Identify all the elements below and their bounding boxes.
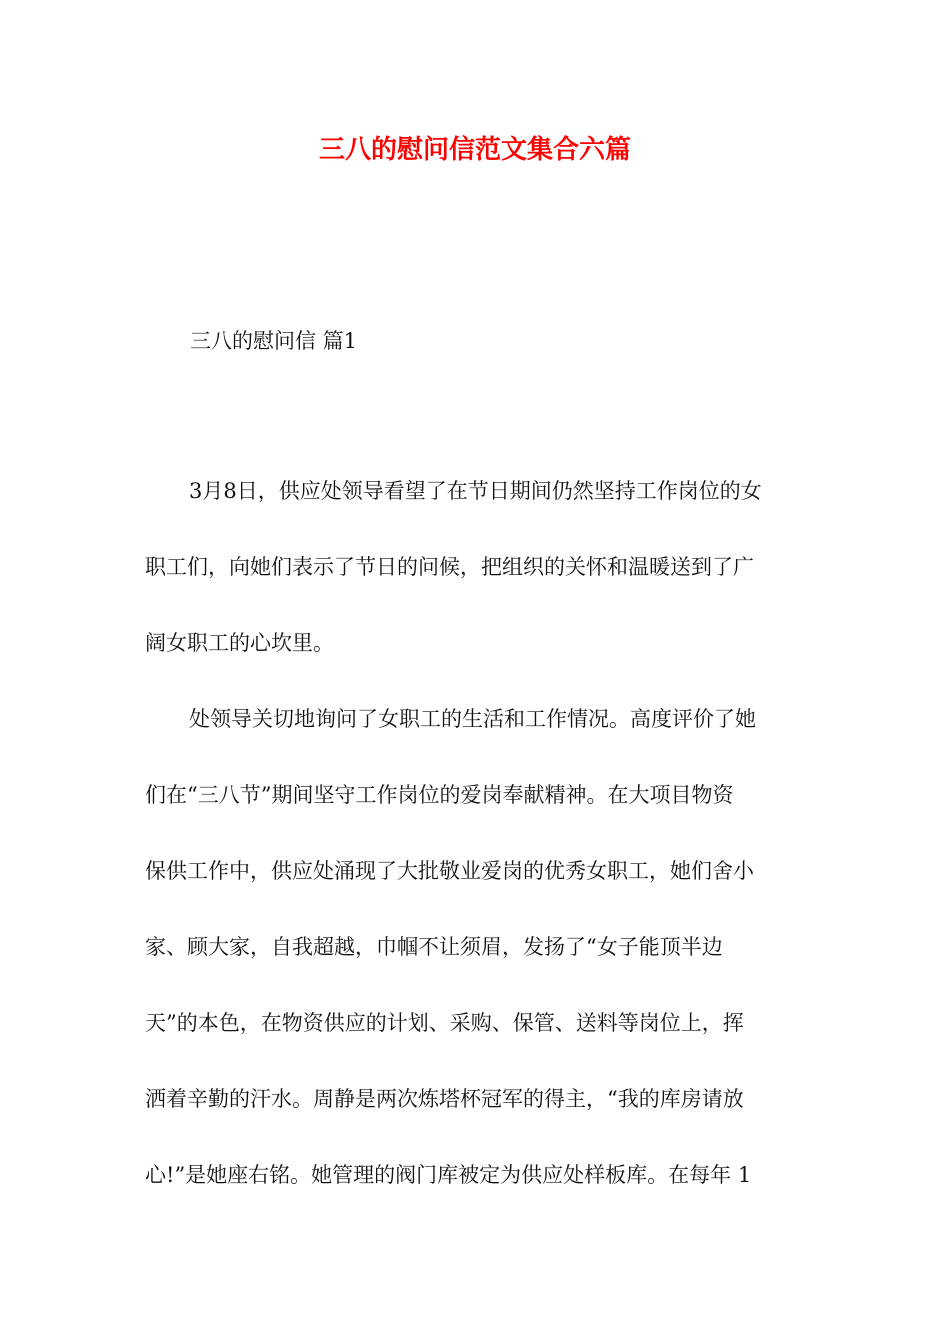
document-title: 三八的慰问信范文集合六篇	[318, 135, 631, 165]
paragraph-line: 洒着辛勤的汗水。周静是两次炼塔杯冠军的得主，“我的库房请放	[145, 1087, 744, 1111]
paragraph-2	[145, 700, 805, 1194]
paragraph-line: 天”的本色，在物资供应的计划、采购、保管、送料等岗位上，挥	[145, 1011, 744, 1035]
paragraph-line: 们在“三八节”期间坚守工作岗位的爱岗奉献精神。在大项目物资	[145, 783, 734, 807]
section-heading: 三八的慰问信 篇1	[190, 329, 358, 353]
paragraph-line: 处领导关切地询问了女职工的生活和工作情况。高度评价了她	[189, 707, 756, 731]
paragraph-1	[145, 472, 805, 662]
paragraph-line: 保供工作中，供应处涌现了大批敬业爱岗的优秀女职工，她们舍小	[145, 859, 754, 883]
paragraph-line: 3月8日，供应处领导看望了在节日期间仍然坚持工作岗位的女	[189, 479, 762, 503]
document-body	[145, 472, 805, 1194]
paragraph-line: 家、顾大家，自我超越，巾帼不让须眉，发扬了“女子能顶半边	[145, 935, 723, 959]
paragraph-line: 阔女职工的心坎里。	[145, 631, 334, 655]
paragraph-line: 职工们，向她们表示了节日的问候，把组织的关怀和温暖送到了广	[145, 555, 754, 579]
paragraph-line: 心!”是她座右铭。她管理的阀门库被定为供应处样板库。在每年 1	[145, 1163, 752, 1187]
